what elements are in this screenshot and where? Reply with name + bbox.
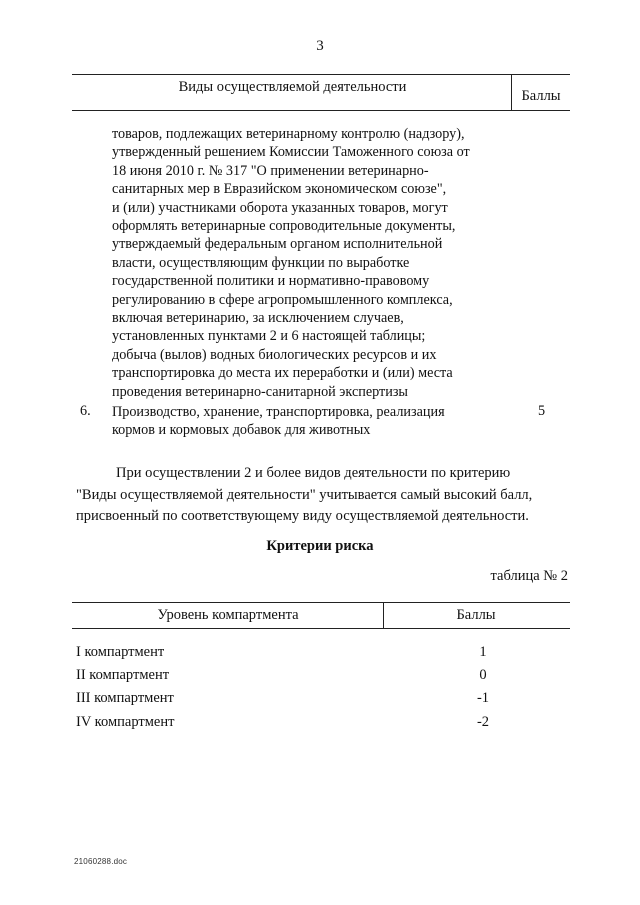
text-line: Производство, хранение, транспортировка, реализация <box>112 404 445 420</box>
table2-header-level: Уровень компартмента <box>157 607 299 623</box>
text-line: добыча (вылов) водных биологических ресурсов и их <box>112 346 437 363</box>
compartment-score: -1 <box>476 690 490 706</box>
text-line: 18 июня 2010 г. № 317 "О применении ветеринарно- <box>112 162 429 179</box>
table1-top-border <box>72 74 570 75</box>
text-line: санитарных мер в Евразийском экономическом союзе", <box>112 181 447 198</box>
table-row <box>76 667 570 687</box>
text-line: товаров, подлежащих ветеринарному контролю (надзору), <box>112 126 465 142</box>
paragraph-line: присвоенный по соответствующему виду осуществляемой деятельности. <box>76 508 529 524</box>
text-line: власти, осуществляющим функции по выработке <box>112 254 410 271</box>
table-row <box>76 644 570 664</box>
text-line: утвержденный решением Комиссии Таможенного союза от <box>112 144 470 161</box>
compartment-level: II компартмент <box>76 667 170 683</box>
table2-top-border <box>72 602 570 603</box>
compartment-score: 1 <box>479 644 487 660</box>
row6-number: 6. <box>80 403 91 419</box>
text-line: утверждаемый федеральным органом исполнительной <box>112 236 443 253</box>
row6-score: 5 <box>538 403 546 419</box>
compartment-level: III компартмент <box>76 690 174 706</box>
table1-column-divider <box>511 74 512 110</box>
paragraph-line: "Виды осуществляемой деятельности" учитывается самый высокий балл, <box>76 486 533 503</box>
table1-header-activity: Виды осуществляемой деятельности <box>178 79 407 95</box>
compartment-score: 0 <box>479 667 487 683</box>
text-line: государственной политики и нормативно-правовому <box>112 273 430 290</box>
paragraph-line: При осуществлении 2 и более видов деятельности по критерию <box>116 465 511 481</box>
text-line: транспортировка до места их переработки и (или) места <box>112 365 453 382</box>
text-line: оформлять ветеринарные сопроводительные документы, <box>112 218 456 235</box>
table-row <box>76 690 570 710</box>
text-line: и (или) участниками оборота указанных товаров, могут <box>112 199 448 216</box>
row6-activity <box>112 403 512 440</box>
compartment-score: -2 <box>476 714 490 730</box>
table-row <box>76 714 570 734</box>
table2-label: таблица № 2 <box>490 568 568 584</box>
text-line: включая ветеринарию, за исключением случаев, <box>112 310 404 327</box>
page-number: 3 <box>316 38 324 54</box>
text-line: кормов и кормовых добавок для животных <box>112 422 371 439</box>
table2-header-bottom-border <box>72 628 570 629</box>
compartment-level: IV компартмент <box>76 714 175 730</box>
table1-header-bottom-border <box>72 110 570 111</box>
section-heading: Критерии риска <box>266 538 374 554</box>
note-paragraph <box>76 463 568 528</box>
table2-header-score: Баллы <box>456 607 496 623</box>
text-line: проведения ветеринарно-санитарной экспертизы <box>112 383 408 400</box>
table1-header-score: Баллы <box>521 88 561 104</box>
table1-continuation-cell <box>112 125 512 401</box>
compartment-level: I компартмент <box>76 644 165 660</box>
document-filename: 21060288.doc <box>74 857 128 866</box>
text-line: регулированию в сфере агропромышленного комплекса, <box>112 291 453 308</box>
text-line: установленных пунктами 2 и 6 настоящей таблицы; <box>112 328 426 345</box>
